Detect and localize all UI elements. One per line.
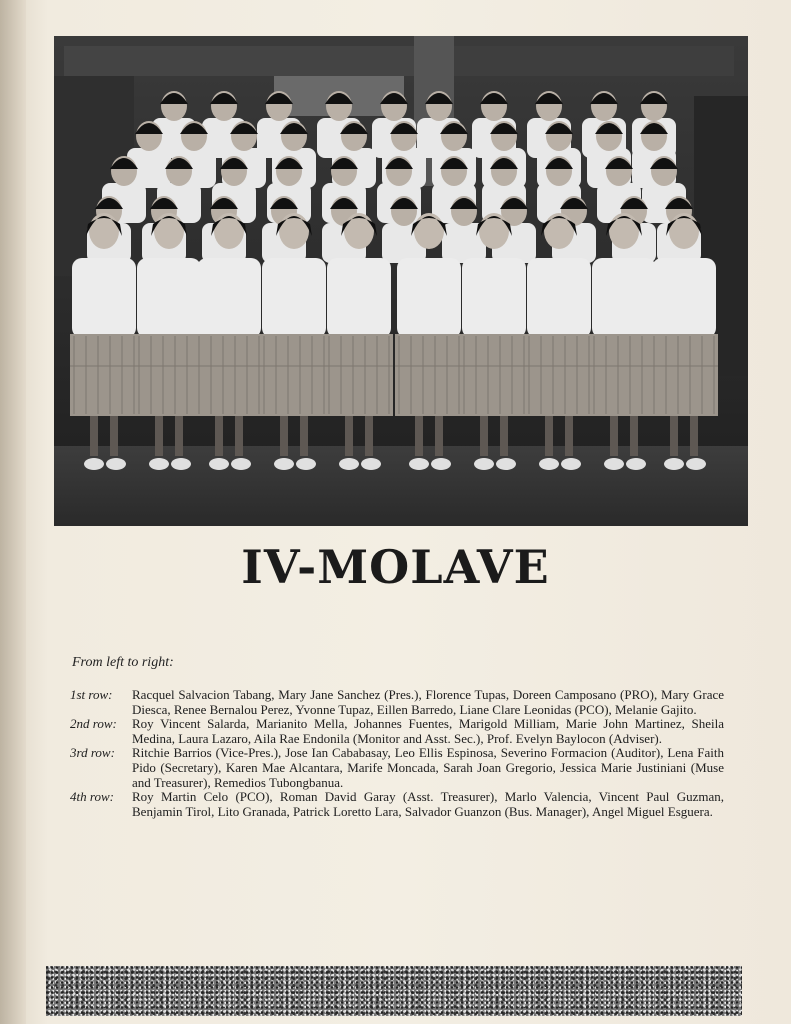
row-names: Ritchie Barrios (Vice-Pres.), Jose Ian Cababasay, Leo Ellis Espinosa, Severino Formacion (Auditor), Lena Faith Pido (Secretary), Karen Mae Alcantara, Marife Moncada, Sarah Joan Gregorio, Jessica Marie Justiniani (Muse and Treasurer), Remedios Tubongbanua. [132, 745, 724, 790]
name-rows [70, 688, 724, 819]
page-binding [0, 0, 26, 1024]
row-entry [70, 790, 724, 819]
row-label: 1st row: [70, 687, 113, 702]
row-entry [70, 717, 724, 746]
row-label: 4th row: [70, 789, 114, 805]
row-names: Roy Vincent Salarda, Marianito Mella, Johannes Fuentes, Marigold Milliam, Marie John Martinez, Sheila Medina, Laura Lazaro, Aila Rae Endonila (Monitor and Asst. Sec.), Prof. Evelyn Baylocon (Adviser). [132, 716, 724, 746]
class-group-photo [54, 36, 748, 526]
caption-intro: From left to right: [72, 655, 174, 670]
row-label: 2nd row: [70, 716, 117, 732]
row-entry [70, 688, 724, 717]
row-names: Racquel Salvacion Tabang, Mary Jane Sanchez (Pres.), Florence Tupas, Doreen Camposano (PRO), Mary Grace Diesca, Renee Bernalou Perez, Yvonne Tupaz, Eillen Barredo, Liane Clare Leonidas (PCO), Melanie Gajito. [132, 687, 724, 717]
row-names: Roy Martin Celo (PCO), Roman David Garay (Asst. Treasurer), Marlo Valencia, Vincent Paul Guzman, Benjamin Tirol, Lito Granada, Patrick Loretto Lara, Salvador Guanzon (Bus. Manager), Angel Miguel Esguera. [132, 789, 724, 819]
row-entry [70, 746, 724, 790]
class-photo-image [54, 36, 748, 526]
section-title: IV-MOLAVE [241, 540, 550, 594]
decorative-halftone-strip [46, 966, 742, 1016]
row-label: 3rd row: [70, 745, 115, 761]
